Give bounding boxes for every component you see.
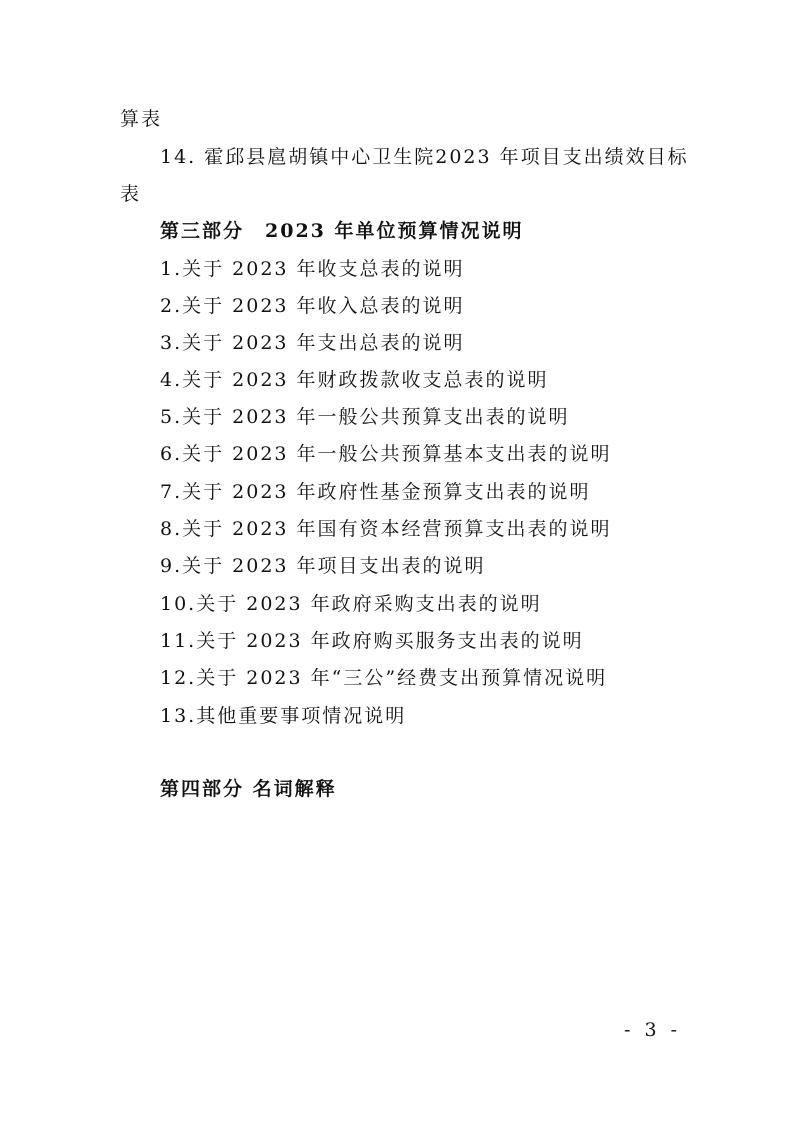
part-three-item-5: 5.关于 2023 年一般公共预算支出表的说明	[160, 406, 570, 428]
part-three-heading: 第三部分 2023 年单位预算情况说明	[160, 220, 524, 242]
part-three-item-3: 3.关于 2023 年支出总表的说明	[160, 332, 465, 354]
part-four-heading: 第四部分 名词解释	[160, 778, 337, 800]
part-three-item-10: 10.关于 2023 年政府采购支出表的说明	[160, 593, 542, 615]
part-three-item-7: 7.关于 2023 年政府性基金预算支出表的说明	[160, 481, 591, 503]
toc-continuation-line: 算表	[120, 108, 163, 130]
toc-item-14: 14. 霍邱县扈胡镇中心卫生院2023 年项目支出绩效目标	[160, 146, 689, 168]
page-number: - 3 -	[624, 1019, 682, 1041]
toc-item-14-continuation: 表	[120, 183, 142, 205]
part-three-item-9: 9.关于 2023 年项目支出表的说明	[160, 555, 486, 577]
part-three-item-2: 2.关于 2023 年收入总表的说明	[160, 295, 465, 317]
part-three-item-4: 4.关于 2023 年财政拨款收支总表的说明	[160, 369, 549, 391]
part-three-item-12: 12.关于 2023 年“三公”经费支出预算情况说明	[160, 667, 608, 689]
part-three-item-11: 11.关于 2023 年政府购买服务支出表的说明	[160, 630, 584, 652]
part-three-item-1: 1.关于 2023 年收支总表的说明	[160, 258, 465, 280]
part-three-item-13: 13.其他重要事项情况说明	[160, 705, 407, 727]
part-three-item-8: 8.关于 2023 年国有资本经营预算支出表的说明	[160, 518, 612, 540]
part-three-item-6: 6.关于 2023 年一般公共预算基本支出表的说明	[160, 443, 612, 465]
